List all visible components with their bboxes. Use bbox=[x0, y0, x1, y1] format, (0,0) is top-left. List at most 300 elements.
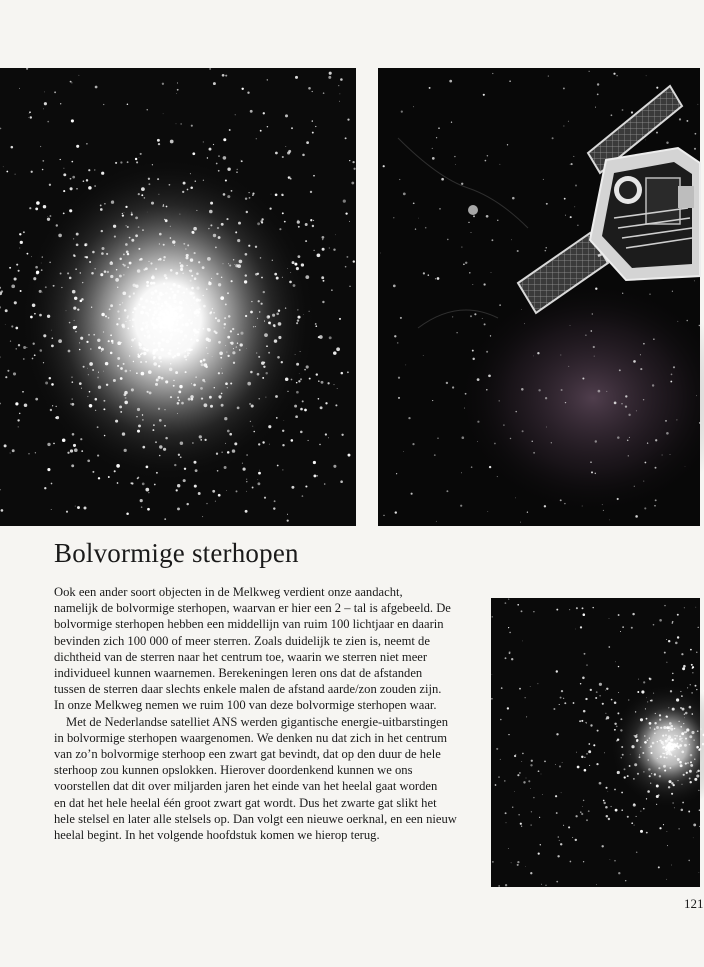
star bbox=[184, 334, 187, 337]
star bbox=[194, 335, 195, 336]
star bbox=[145, 312, 148, 315]
star bbox=[648, 759, 649, 760]
star bbox=[138, 355, 141, 358]
star bbox=[71, 464, 74, 467]
star bbox=[677, 614, 679, 616]
star bbox=[663, 726, 666, 729]
star bbox=[261, 222, 263, 224]
star bbox=[241, 88, 243, 90]
star bbox=[699, 826, 700, 827]
star bbox=[304, 409, 307, 412]
star bbox=[245, 274, 247, 276]
star bbox=[212, 490, 215, 493]
star bbox=[650, 745, 652, 747]
star bbox=[472, 284, 473, 285]
star bbox=[313, 175, 315, 177]
star bbox=[434, 454, 436, 456]
star bbox=[164, 323, 166, 325]
star bbox=[486, 215, 489, 218]
star bbox=[674, 755, 676, 757]
star bbox=[668, 752, 671, 755]
star bbox=[80, 438, 82, 440]
star bbox=[643, 399, 644, 400]
text-line: bevinden zich 100 000 of meer sterren. Zoals duidelijk te zien is, neemt de bbox=[54, 633, 430, 648]
star bbox=[593, 744, 595, 746]
star bbox=[679, 721, 680, 722]
star bbox=[16, 348, 17, 349]
star bbox=[697, 730, 699, 732]
star bbox=[647, 701, 648, 702]
star bbox=[194, 277, 197, 280]
star bbox=[667, 831, 668, 832]
star bbox=[646, 832, 648, 834]
star bbox=[696, 652, 697, 653]
star bbox=[415, 228, 416, 229]
star bbox=[681, 745, 682, 746]
star bbox=[204, 403, 208, 407]
star bbox=[663, 824, 664, 825]
star bbox=[63, 173, 66, 176]
star bbox=[216, 273, 218, 275]
star bbox=[488, 374, 491, 377]
star bbox=[10, 453, 11, 454]
star bbox=[656, 726, 659, 729]
text-line: in bolvormige sterhopen waargenomen. We denken nu dat zich in het centrum bbox=[54, 730, 448, 745]
star bbox=[640, 811, 641, 812]
star bbox=[649, 678, 650, 679]
star bbox=[656, 132, 658, 134]
star bbox=[351, 182, 354, 185]
star bbox=[666, 432, 669, 435]
star bbox=[524, 323, 525, 324]
star bbox=[86, 256, 88, 258]
star bbox=[170, 140, 174, 144]
star bbox=[564, 503, 565, 504]
star bbox=[237, 264, 241, 268]
star bbox=[519, 688, 521, 690]
star bbox=[166, 317, 169, 320]
star bbox=[161, 303, 163, 305]
star bbox=[296, 363, 299, 366]
star bbox=[654, 505, 656, 507]
star bbox=[141, 352, 143, 354]
star bbox=[620, 718, 622, 720]
star bbox=[679, 735, 681, 737]
star bbox=[178, 306, 182, 310]
star bbox=[602, 504, 603, 505]
star bbox=[240, 343, 243, 346]
star bbox=[598, 390, 601, 393]
star bbox=[178, 391, 181, 394]
star bbox=[209, 396, 212, 399]
star bbox=[582, 677, 585, 680]
text-line: voorstellen dat dit over miljarden jaren het einde van het heelal gaat worden bbox=[54, 779, 438, 794]
star bbox=[230, 342, 232, 344]
star bbox=[127, 317, 129, 319]
text-line: en dat het hele heelal één groot zwart gat wordt. Dus het zwarte gat slikt het bbox=[54, 795, 437, 810]
star bbox=[581, 813, 583, 815]
star bbox=[678, 828, 679, 829]
star bbox=[213, 82, 216, 85]
star bbox=[561, 792, 562, 793]
star bbox=[345, 212, 347, 214]
star bbox=[207, 328, 209, 330]
star bbox=[605, 806, 608, 809]
star bbox=[691, 692, 693, 694]
star bbox=[522, 641, 523, 642]
star bbox=[287, 520, 289, 522]
star bbox=[176, 123, 177, 124]
star bbox=[180, 343, 181, 344]
star bbox=[123, 363, 125, 365]
star bbox=[157, 139, 160, 142]
star bbox=[670, 725, 673, 728]
star bbox=[165, 292, 168, 295]
star bbox=[190, 309, 191, 310]
star bbox=[533, 611, 534, 612]
star bbox=[656, 87, 658, 89]
star bbox=[411, 493, 413, 495]
star bbox=[568, 366, 569, 367]
star bbox=[671, 793, 673, 795]
star bbox=[15, 174, 16, 175]
star bbox=[170, 333, 173, 336]
star bbox=[650, 700, 652, 702]
star bbox=[51, 345, 54, 348]
star bbox=[274, 339, 277, 342]
star bbox=[103, 408, 105, 410]
star bbox=[148, 178, 150, 180]
star bbox=[150, 262, 152, 264]
star bbox=[588, 743, 590, 745]
star bbox=[82, 282, 83, 283]
star bbox=[148, 370, 152, 374]
star bbox=[43, 362, 44, 363]
star bbox=[183, 182, 186, 185]
star bbox=[296, 382, 298, 384]
star bbox=[118, 318, 120, 320]
star bbox=[256, 138, 257, 139]
star bbox=[173, 315, 176, 318]
star bbox=[681, 737, 683, 739]
star bbox=[312, 91, 313, 92]
star bbox=[611, 806, 612, 807]
star bbox=[617, 771, 620, 774]
star bbox=[193, 227, 197, 231]
star bbox=[603, 510, 604, 511]
star bbox=[210, 311, 212, 313]
star bbox=[438, 127, 440, 129]
star bbox=[282, 469, 283, 470]
star bbox=[191, 275, 193, 277]
star bbox=[556, 609, 558, 611]
star bbox=[684, 744, 687, 747]
star bbox=[163, 259, 164, 260]
star bbox=[325, 402, 327, 404]
star bbox=[656, 785, 659, 788]
star bbox=[86, 143, 88, 145]
star bbox=[76, 243, 79, 246]
star bbox=[19, 233, 21, 235]
star bbox=[263, 366, 265, 368]
star bbox=[335, 235, 336, 236]
star bbox=[641, 690, 644, 693]
star bbox=[98, 347, 101, 350]
star bbox=[148, 492, 149, 493]
star bbox=[164, 274, 167, 277]
star bbox=[694, 281, 695, 282]
star bbox=[206, 503, 207, 504]
star bbox=[169, 326, 172, 329]
star bbox=[54, 91, 56, 93]
star bbox=[47, 218, 50, 221]
star bbox=[153, 349, 157, 353]
star bbox=[3, 166, 4, 167]
star bbox=[282, 277, 283, 278]
star bbox=[144, 335, 146, 337]
star bbox=[115, 162, 117, 164]
star bbox=[5, 309, 8, 312]
star bbox=[253, 431, 255, 433]
star bbox=[497, 220, 498, 221]
star bbox=[435, 278, 436, 279]
star bbox=[633, 778, 635, 780]
star bbox=[202, 266, 205, 269]
star bbox=[153, 342, 156, 345]
star bbox=[141, 187, 145, 191]
star bbox=[291, 127, 293, 129]
star bbox=[353, 168, 355, 170]
star bbox=[191, 125, 193, 127]
star bbox=[503, 424, 505, 426]
star bbox=[116, 464, 120, 468]
star bbox=[682, 667, 685, 670]
star bbox=[10, 341, 11, 342]
star bbox=[522, 430, 524, 432]
star bbox=[196, 273, 199, 276]
star bbox=[100, 204, 102, 206]
star bbox=[122, 214, 124, 216]
star bbox=[198, 492, 201, 495]
star bbox=[611, 699, 613, 701]
star bbox=[666, 879, 667, 880]
star bbox=[53, 285, 55, 287]
star bbox=[500, 719, 502, 721]
star bbox=[628, 414, 630, 416]
star bbox=[140, 499, 143, 502]
star bbox=[176, 329, 180, 333]
star bbox=[585, 335, 586, 336]
star bbox=[341, 372, 344, 375]
star bbox=[194, 296, 195, 297]
star bbox=[517, 604, 519, 606]
star bbox=[146, 391, 148, 393]
star bbox=[104, 435, 106, 437]
star bbox=[183, 295, 184, 296]
star bbox=[671, 374, 673, 376]
star bbox=[680, 726, 682, 728]
star bbox=[530, 872, 532, 874]
star bbox=[207, 157, 208, 158]
star bbox=[340, 94, 341, 95]
star bbox=[664, 770, 666, 772]
star bbox=[108, 476, 110, 478]
star bbox=[49, 377, 51, 379]
star bbox=[556, 812, 558, 814]
star bbox=[666, 639, 667, 640]
star bbox=[264, 333, 268, 337]
star bbox=[692, 667, 694, 669]
star bbox=[312, 225, 314, 227]
star bbox=[590, 724, 592, 726]
star bbox=[18, 426, 19, 427]
star bbox=[284, 221, 286, 223]
star bbox=[575, 839, 577, 841]
star bbox=[461, 436, 464, 439]
star bbox=[136, 372, 138, 374]
star bbox=[692, 713, 694, 715]
star bbox=[235, 114, 236, 115]
star bbox=[206, 338, 209, 341]
star bbox=[556, 670, 558, 672]
star bbox=[611, 114, 613, 116]
star bbox=[613, 73, 615, 75]
star bbox=[244, 280, 247, 283]
star bbox=[132, 326, 133, 327]
article-body bbox=[54, 584, 486, 843]
star bbox=[71, 161, 73, 163]
star bbox=[622, 626, 624, 628]
star bbox=[305, 240, 307, 242]
star bbox=[172, 356, 174, 358]
star bbox=[218, 155, 219, 156]
star bbox=[179, 301, 181, 303]
star bbox=[635, 735, 638, 738]
star bbox=[670, 381, 672, 383]
star bbox=[214, 387, 215, 388]
star bbox=[226, 352, 227, 353]
star bbox=[505, 657, 507, 659]
star bbox=[555, 764, 556, 765]
star bbox=[36, 201, 40, 205]
star bbox=[39, 290, 42, 293]
star bbox=[615, 661, 616, 662]
star bbox=[191, 287, 194, 290]
star bbox=[66, 511, 68, 513]
star bbox=[146, 300, 147, 301]
star bbox=[273, 507, 275, 509]
star bbox=[329, 336, 332, 339]
star bbox=[318, 398, 320, 400]
star bbox=[52, 337, 54, 339]
star bbox=[581, 720, 583, 722]
star bbox=[29, 207, 31, 209]
star bbox=[262, 377, 264, 379]
star bbox=[340, 78, 343, 81]
star bbox=[696, 746, 699, 749]
star bbox=[582, 806, 583, 807]
star bbox=[304, 369, 306, 371]
star bbox=[658, 866, 660, 868]
star bbox=[180, 442, 183, 445]
star bbox=[52, 405, 53, 406]
star bbox=[101, 348, 104, 351]
star bbox=[477, 421, 479, 423]
star bbox=[627, 816, 629, 818]
star bbox=[173, 283, 176, 286]
star bbox=[33, 343, 35, 345]
star bbox=[329, 72, 332, 75]
star bbox=[323, 280, 325, 282]
star bbox=[432, 148, 433, 149]
star bbox=[564, 702, 566, 704]
star bbox=[683, 723, 684, 724]
star bbox=[122, 302, 123, 303]
globular-cluster-photo-large bbox=[0, 68, 356, 526]
star bbox=[546, 203, 548, 205]
star bbox=[333, 248, 335, 250]
star bbox=[574, 206, 575, 207]
star bbox=[699, 809, 701, 811]
star bbox=[171, 291, 174, 294]
star bbox=[494, 443, 496, 445]
star bbox=[669, 767, 671, 769]
star bbox=[152, 164, 153, 165]
star bbox=[142, 306, 144, 308]
star bbox=[91, 272, 94, 275]
star bbox=[487, 511, 488, 512]
star bbox=[153, 362, 157, 366]
star bbox=[571, 163, 573, 165]
star bbox=[142, 414, 143, 415]
star bbox=[47, 468, 50, 471]
star bbox=[155, 304, 156, 305]
star bbox=[694, 148, 696, 150]
star bbox=[551, 442, 552, 443]
star bbox=[198, 261, 200, 263]
star bbox=[608, 818, 610, 820]
star bbox=[243, 468, 246, 471]
star bbox=[508, 627, 509, 628]
star bbox=[545, 885, 546, 886]
star bbox=[173, 300, 176, 303]
star bbox=[685, 712, 688, 715]
star bbox=[92, 471, 94, 473]
star bbox=[636, 852, 638, 854]
star bbox=[97, 339, 100, 342]
star bbox=[227, 451, 230, 454]
star bbox=[437, 438, 438, 439]
star bbox=[186, 349, 189, 352]
star bbox=[19, 413, 21, 415]
star bbox=[130, 482, 132, 484]
star bbox=[607, 791, 608, 792]
star bbox=[346, 256, 348, 258]
star bbox=[605, 787, 607, 789]
star bbox=[609, 618, 610, 619]
star bbox=[70, 403, 71, 404]
star bbox=[20, 290, 22, 292]
star bbox=[477, 441, 478, 442]
star bbox=[177, 402, 180, 405]
star bbox=[693, 739, 694, 740]
star bbox=[140, 298, 143, 301]
star bbox=[560, 697, 562, 699]
star bbox=[660, 756, 662, 758]
star bbox=[267, 126, 268, 127]
star bbox=[343, 200, 346, 203]
star bbox=[121, 324, 124, 327]
